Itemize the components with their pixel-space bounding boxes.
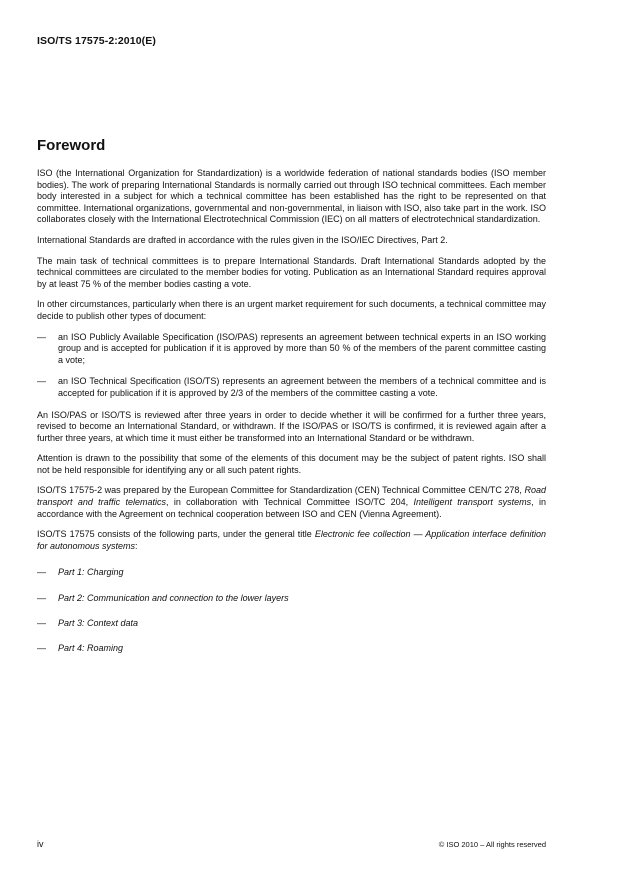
part-item [37, 643, 546, 655]
italic-committee-title: Road transport and traffic telematics [37, 485, 546, 508]
list-dash: — [37, 617, 46, 628]
part-label: Part 2: Communication and connection to the lower layers [58, 592, 289, 603]
text-run: ISO/TS 17575-2 was prepared by the European Committee for Standardization (CEN) Technical Committee CEN/TC 278, [37, 485, 525, 496]
part-label: Part 1: Charging [58, 567, 124, 578]
foreword-body [37, 168, 546, 668]
paragraph-directives: International Standards are drafted in accordance with the rules given in the ISO/IEC Directives, Part 2. [37, 234, 448, 245]
list-item [37, 376, 546, 399]
part-label: Part 3: Context data [58, 617, 139, 628]
list-dash: — [37, 642, 46, 653]
list-dash: — [37, 331, 46, 342]
paragraph-iso-intro: ISO (the International Organization for Standardization) is a worldwide federation of national standards bodies (ISO member bodies). The work of preparing International Standards is normally carried out through ISO technical committees. Each member body interested in a subject for which a technical committee has been established has the right to be represented on that committee. International organizations, governmental and non-governmental, in liaison with ISO, also take part in the work. ISO collaborates closely with the International Electrotechnical Commission (IEC) on all matters of electrotechnical standardization. [37, 168, 546, 225]
list-dash: — [37, 567, 46, 578]
text-run: , in accordance with the Agreement on technical cooperation between ISO and CEN (Vienna Agreement). [37, 497, 546, 519]
list-dash: — [37, 592, 46, 603]
text-run: , in collaboration with Technical Committee ISO/TC 204, [166, 497, 414, 508]
list-dash: — [37, 376, 46, 387]
part-item [37, 593, 546, 605]
page-title: Foreword [37, 137, 106, 154]
paragraph-patent: Attention is drawn to the possibility that some of the elements of this document may be the subject of patent rights. ISO shall not be held responsible for identifying any or all such patent rights. [37, 453, 546, 475]
italic-committee-title: Intelligent transport systems [413, 497, 532, 508]
part-item [37, 618, 546, 630]
paragraph-main-task: The main task of technical committees is to prepare International Standards. Draft International Standards adopted by the technical committees are circulated to the member bodies for voting. Publication as an International Standard requires approval by at least 75 % of the member bodies casting a vote. [37, 255, 546, 289]
italic-general-title: Electronic fee collection — Application interface definition for autonomous systems [37, 529, 547, 551]
paragraph-parts-intro [37, 529, 546, 552]
text-run: : [135, 540, 138, 551]
document-id-header: ISO/TS 17575-2:2010(E) [37, 35, 156, 47]
text-run: ISO/TS 17575 consists of the following parts, under the general title [37, 529, 315, 540]
paragraph-other-circumstances: In other circumstances, particularly when there is an urgent market requirement for such documents, a technical committee may decide to publish other types of document: [37, 299, 546, 321]
copyright-notice: © ISO 2010 – All rights reserved [438, 840, 546, 849]
page-number: iv [37, 839, 44, 849]
paragraph-prepared-by [37, 485, 546, 520]
paragraph-review: An ISO/PAS or ISO/TS is reviewed after three years in order to decide whether it will be confirmed for a further three years, revised to become an International Standard, or withdrawn. If the ISO/PAS or ISO/TS is confirmed, it is reviewed again after a further three years, at which time it must either be transformed into an International Standard or be withdrawn. [37, 409, 546, 443]
part-item [37, 567, 546, 579]
parts-list [37, 567, 546, 654]
list-item-text: an ISO Publicly Available Specification (ISO/PAS) represents an agreement between technical experts in an ISO working group and is accepted for publication if it is approved by more than 50 % of the members of the parent committee casting a vote; [58, 331, 546, 365]
list-item-text: an ISO Technical Specification (ISO/TS) represents an agreement between the members of a technical committee and is accepted for publication if it is approved by 2/3 of the members of the committee casting a vote. [58, 376, 546, 398]
list-item [37, 332, 546, 367]
part-label: Part 4: Roaming [58, 642, 124, 653]
